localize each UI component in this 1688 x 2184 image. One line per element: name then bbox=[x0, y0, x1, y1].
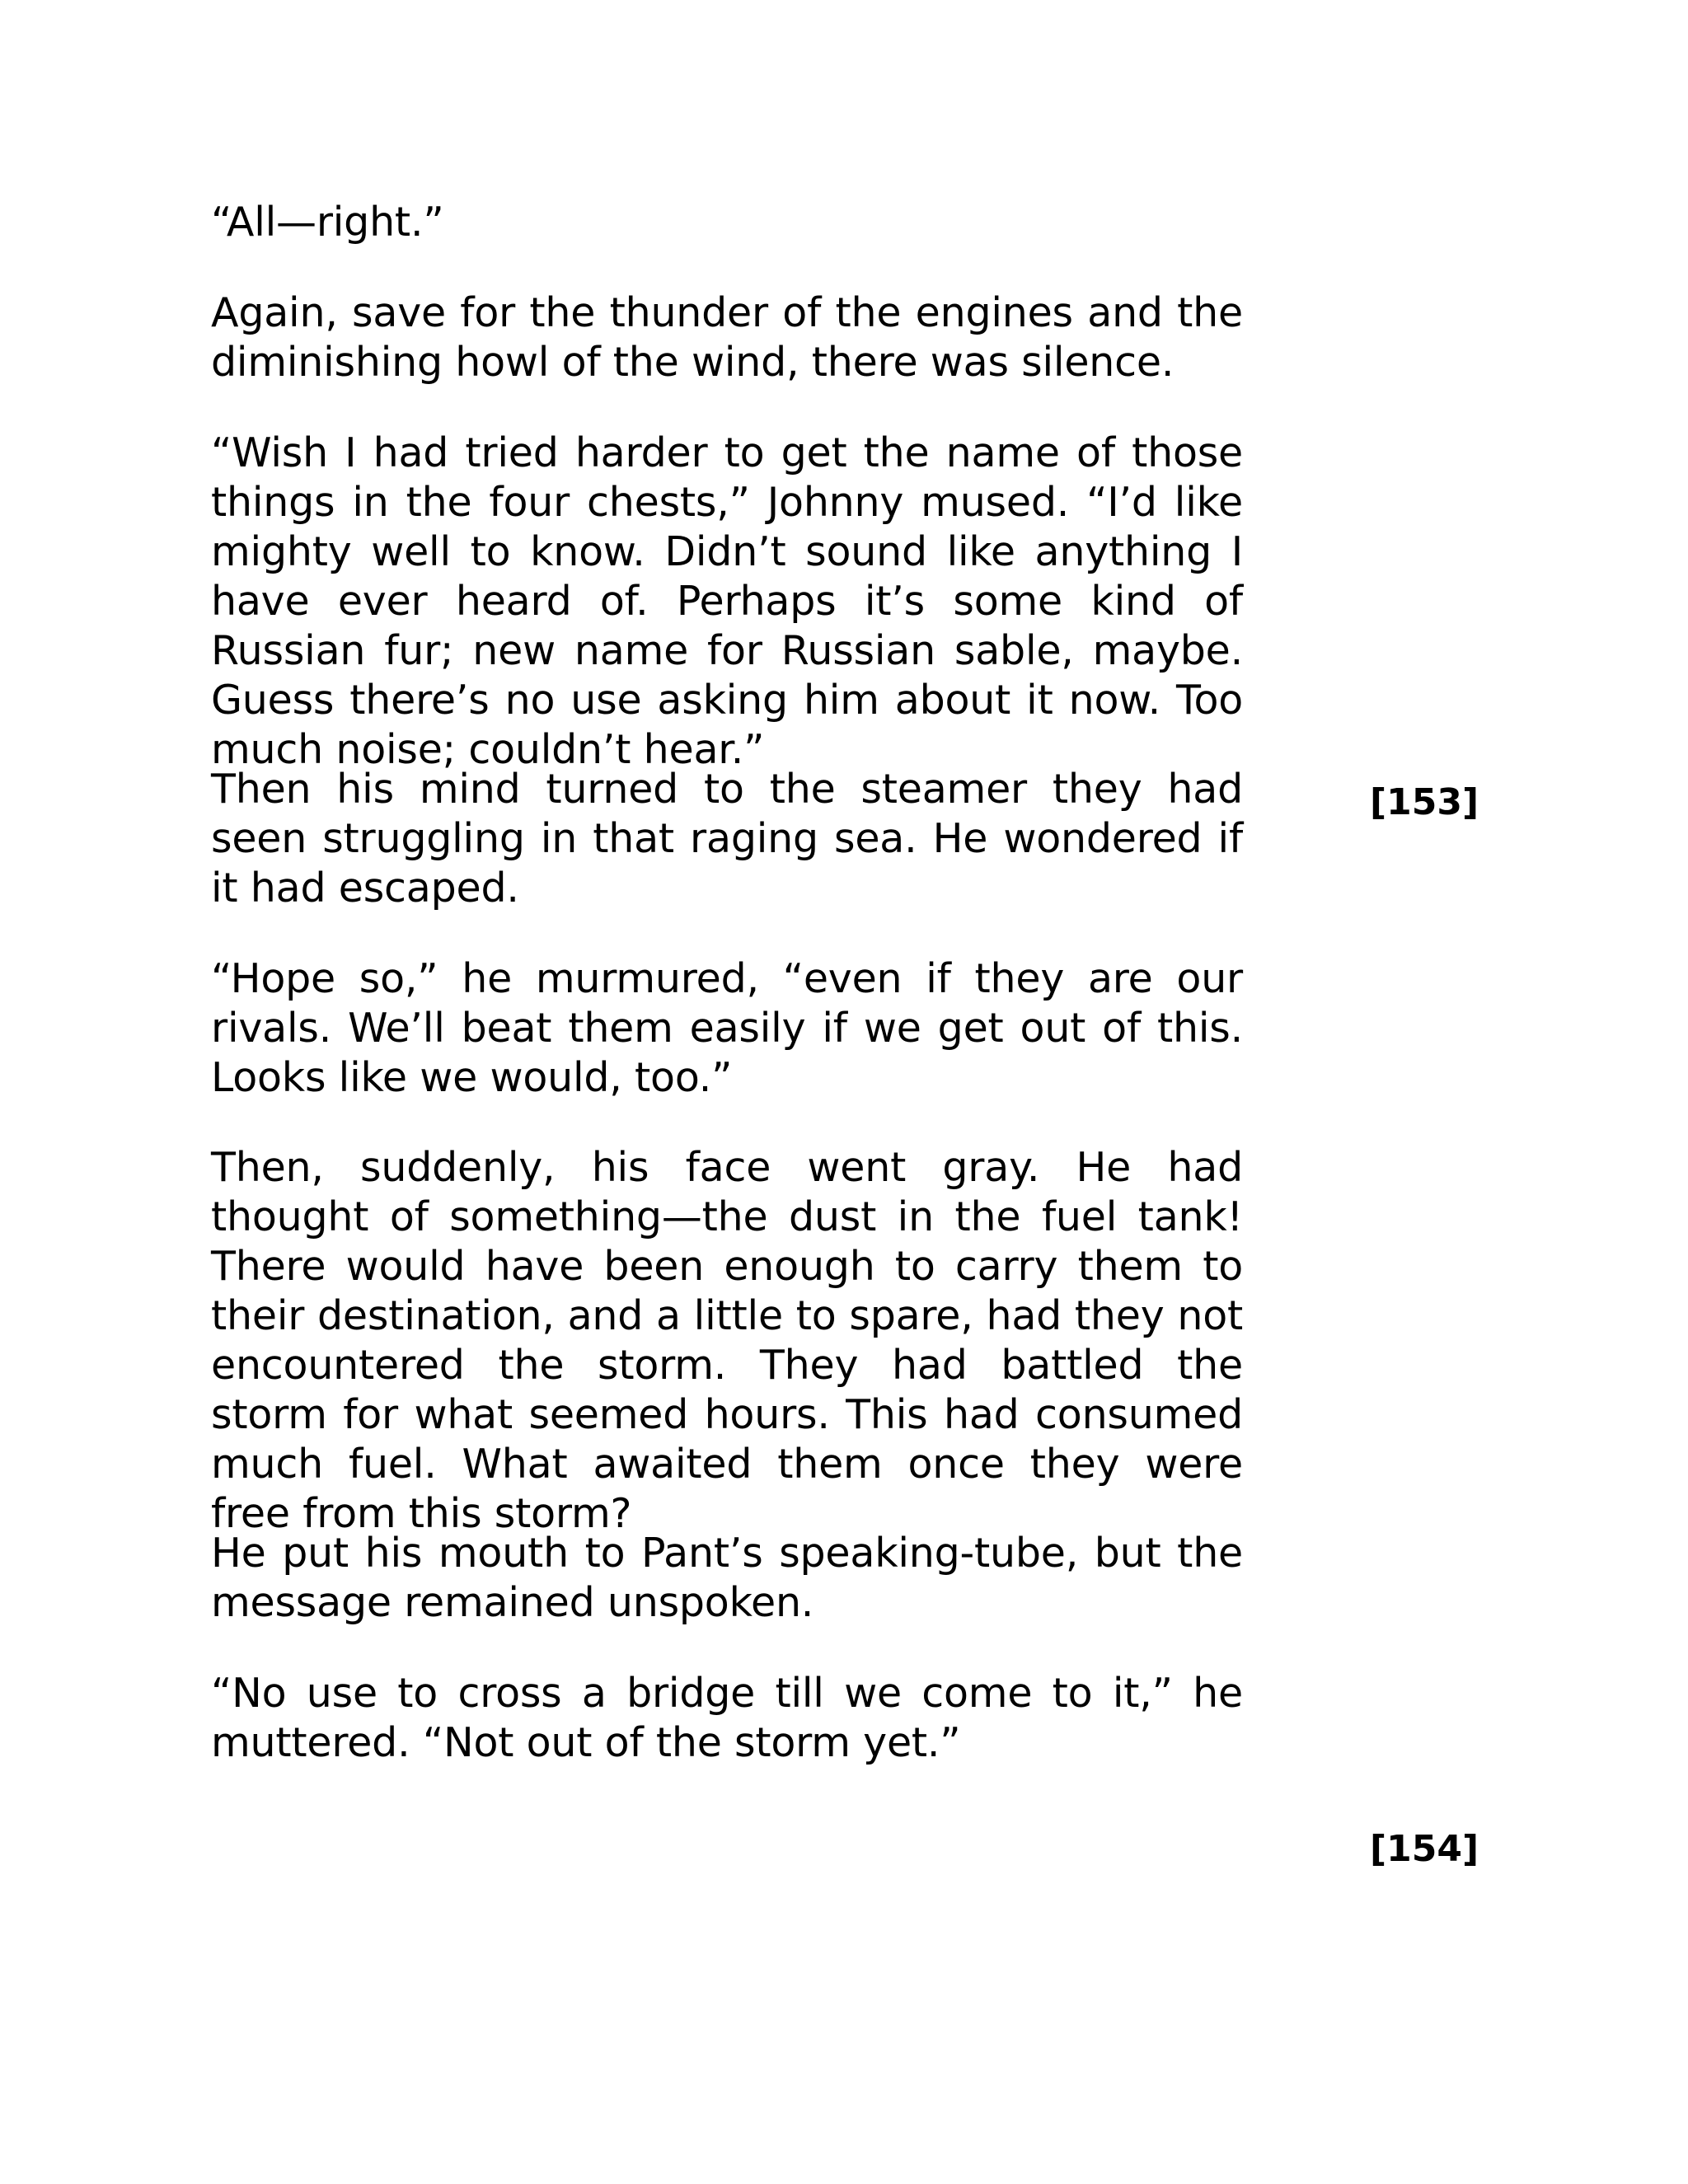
paragraph-1: “All—right.” bbox=[211, 199, 444, 246]
page-number-marker: [154] bbox=[1370, 1828, 1479, 1870]
paragraph-7: He put his mouth to Pant’s speaking-tube, but the message remained unspoken. bbox=[211, 1530, 1243, 1626]
paragraph-2: Again, save for the thunder of the engines and the diminishing howl of the wind, there was silence. bbox=[211, 289, 1243, 386]
paragraph-8: “No use to cross a bridge till we come to it,” he muttered. “Not out of the storm yet.” bbox=[211, 1670, 1243, 1766]
paragraph-3: “Wish I had tried harder to get the name of those things in the four chests,” Johnny mused. “I’d like mighty well to know. Didn’t sound like anything I have ever heard of. Perhaps it’s some kind of Russian fur; new name for Russian sable, maybe. Guess there’s no use asking him about it now. Too much noise; couldn’t hear.” bbox=[211, 429, 1243, 773]
paragraph-5: “Hope so,” he murmured, “even if they are our rivals. We’ll beat them easily if we get out of this. Looks like we would, too.” bbox=[211, 955, 1243, 1101]
paragraph-6: Then, suddenly, his face went gray. He had thought of something—the dust in the fuel tank! There would have been enough to carry them to their destination, and a little to spare, had they not encountered the storm. They had battled the storm for what seemed hours. This had consumed much fuel. What awaited them once they were free from this storm? bbox=[211, 1144, 1243, 1537]
page-number-marker: [153] bbox=[1370, 781, 1479, 823]
paragraph-4: Then his mind turned to the steamer they had seen struggling in that raging sea. He wondered if it had escaped. bbox=[211, 766, 1243, 912]
